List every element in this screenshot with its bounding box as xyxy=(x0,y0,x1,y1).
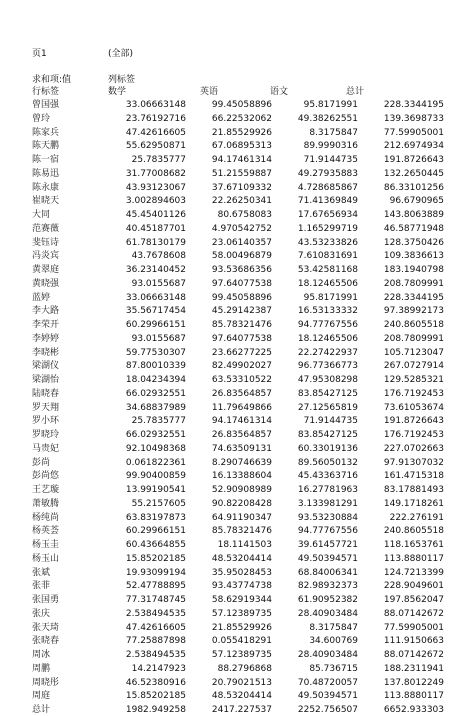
cell-math: 19.93099194 xyxy=(125,567,186,578)
cell-math: 61.78130179 xyxy=(125,237,186,248)
cell-chinese: 61.90952382 xyxy=(297,595,358,605)
cell-math: 23.76192716 xyxy=(125,113,186,124)
cell-chinese: 94.77767556 xyxy=(297,526,358,537)
row-name[interactable]: 张庆 xyxy=(32,608,51,619)
cell-english: 97.64077538 xyxy=(211,278,272,289)
cell-total: 191.8726643 xyxy=(383,155,444,165)
cell-chinese: 94.77767556 xyxy=(297,320,358,330)
cell-math: 3.002894603 xyxy=(125,196,186,207)
cell-total: 240.8605518 xyxy=(383,526,444,537)
cell-chinese: 8.3175847 xyxy=(309,127,358,138)
cell-total: 109.3836613 xyxy=(383,251,444,262)
table-row xyxy=(0,677,469,689)
cell-english: 74.63509131 xyxy=(211,443,272,454)
cell-total: 143.8063889 xyxy=(383,210,444,220)
header-math: 数学 xyxy=(108,87,127,97)
table-row xyxy=(0,209,469,221)
cell-math: 59.77530307 xyxy=(125,347,186,358)
cell-english: 45.29142387 xyxy=(211,306,272,317)
table-row xyxy=(0,333,469,345)
cell-math: 25.7835777 xyxy=(131,416,186,427)
cell-chinese: 71.9144735 xyxy=(303,155,358,165)
cell-total: 124.7213399 xyxy=(383,567,444,578)
cell-chinese: 7.610831691 xyxy=(297,251,358,262)
cell-math: 33.06663148 xyxy=(125,292,186,303)
cell-chinese: 18.12465506 xyxy=(297,278,358,289)
cell-english: 93.53686356 xyxy=(211,265,272,275)
table-row xyxy=(0,99,469,111)
cell-chinese: 53.42581168 xyxy=(297,265,358,275)
column-label-header[interactable]: 列标签 xyxy=(108,75,136,85)
header-english: 英语 xyxy=(200,87,219,97)
page-filter-row xyxy=(0,48,469,60)
cell-math: 87.80010339 xyxy=(125,361,186,372)
row-label-header[interactable]: 行标签 xyxy=(32,87,60,97)
row-name[interactable]: 罗天翔 xyxy=(32,402,60,413)
cell-english: 48.53204414 xyxy=(211,553,272,564)
cell-chinese: 96.77366773 xyxy=(297,361,358,372)
cell-total: 212.6974934 xyxy=(383,141,444,152)
cell-chinese: 43.53233826 xyxy=(297,237,358,248)
row-name[interactable]: 李大路 xyxy=(32,306,60,317)
cell-total: 149.1718261 xyxy=(383,498,444,509)
cell-english: 82.49902027 xyxy=(211,361,272,372)
row-name[interactable]: 周鹏 xyxy=(32,663,51,674)
cell-total: 118.1653761 xyxy=(383,540,444,550)
sum-label: 求和项:值 xyxy=(32,75,72,85)
table-row xyxy=(0,347,469,359)
cell-english: 11.79649866 xyxy=(211,402,272,413)
cell-total: 111.9150663 xyxy=(383,636,444,647)
cell-english: 4.970542752 xyxy=(211,223,272,234)
row-name[interactable]: 陈永康 xyxy=(32,182,60,193)
table-row xyxy=(0,594,469,606)
cell-english: 97.64077538 xyxy=(211,333,272,344)
row-name[interactable]: 斐钰诗 xyxy=(32,237,60,248)
cell-english: 21.85529926 xyxy=(211,622,272,633)
row-name[interactable]: 周晓彤 xyxy=(32,677,60,688)
row-name[interactable]: 杨英荟 xyxy=(32,526,60,537)
cell-chinese: 60.33019136 xyxy=(297,443,358,454)
cell-chinese: 34.600769 xyxy=(309,636,358,647)
row-name[interactable]: 彭尚 xyxy=(32,457,51,468)
cell-english: 99.45058896 xyxy=(211,100,272,110)
cell-total: 88.07142672 xyxy=(383,650,444,660)
row-name[interactable]: 梁湖仪 xyxy=(32,361,60,372)
cell-math: 33.06663148 xyxy=(125,100,186,110)
row-name[interactable]: 黄翠庭 xyxy=(32,265,60,275)
cell-math: 25.7835777 xyxy=(131,155,186,165)
cell-english: 52.90908989 xyxy=(211,485,272,495)
table-row xyxy=(0,635,469,647)
grand-total-label: 总计 xyxy=(32,705,51,715)
table-row xyxy=(0,223,469,235)
table-row xyxy=(0,484,469,496)
grand-total-math: 1982.949258 xyxy=(125,705,186,715)
row-name[interactable]: 崔晓天 xyxy=(32,196,60,207)
table-row xyxy=(0,402,469,414)
row-name[interactable]: 黄晓强 xyxy=(32,278,60,289)
cell-total: 240.8605518 xyxy=(383,320,444,330)
row-name[interactable]: 杨玉山 xyxy=(32,553,60,564)
cell-math: 77.25887898 xyxy=(125,636,186,647)
cell-chinese: 1.165299719 xyxy=(297,223,358,234)
cell-chinese: 17.67656934 xyxy=(297,210,358,220)
cell-chinese: 49.38262551 xyxy=(297,113,358,124)
cell-total: 88.07142672 xyxy=(383,608,444,619)
row-name[interactable]: 张菲 xyxy=(32,581,51,592)
cell-english: 58.62919344 xyxy=(211,595,272,605)
cell-total: 228.9049601 xyxy=(383,581,444,592)
row-name[interactable]: 李婷婷 xyxy=(32,333,60,344)
row-name[interactable]: 马贵妃 xyxy=(32,443,60,454)
cell-total: 139.3698733 xyxy=(383,113,444,124)
cell-math: 13.99190541 xyxy=(125,485,186,495)
table-row xyxy=(0,182,469,194)
cell-chinese: 18.12465506 xyxy=(297,333,358,344)
cell-total: 83.17881493 xyxy=(383,485,444,495)
cell-english: 23.06140357 xyxy=(211,237,272,248)
cell-math: 43.7678608 xyxy=(131,251,186,262)
row-name[interactable]: 陆晓春 xyxy=(32,388,60,399)
cell-math: 46.52380916 xyxy=(125,677,186,688)
row-name[interactable]: 陈易迅 xyxy=(32,168,60,179)
cell-chinese: 95.8171991 xyxy=(303,100,358,110)
cell-math: 2.538494535 xyxy=(125,608,186,619)
table-row xyxy=(0,622,469,634)
cell-english: 16.13388604 xyxy=(211,471,272,482)
cell-english: 57.12389735 xyxy=(211,608,272,619)
cell-english: 0.055418291 xyxy=(211,636,272,647)
cell-total: 161.4715318 xyxy=(383,471,444,482)
row-name[interactable]: 范赛薇 xyxy=(32,223,60,234)
cell-english: 21.85529926 xyxy=(211,127,272,138)
page-filter-value[interactable]: (全部) xyxy=(108,49,134,59)
cell-english: 23.66277225 xyxy=(211,347,272,358)
cell-math: 60.29966151 xyxy=(125,320,186,330)
row-name[interactable]: 杨玉圭 xyxy=(32,540,60,550)
table-row xyxy=(0,113,469,125)
table-row xyxy=(0,470,469,482)
cell-total: 129.5285321 xyxy=(383,375,444,385)
cell-english: 26.83564857 xyxy=(211,388,272,399)
cell-english: 18.1141503 xyxy=(217,540,272,550)
cell-chinese: 28.40903484 xyxy=(297,650,358,660)
table-row xyxy=(0,429,469,441)
table-row xyxy=(0,663,469,675)
cell-total: 188.2311941 xyxy=(383,663,444,674)
cell-total: 73.61053674 xyxy=(383,402,444,413)
cell-english: 58.00496879 xyxy=(211,251,272,262)
cell-chinese: 16.53133332 xyxy=(297,306,358,317)
cell-math: 93.0155687 xyxy=(131,333,186,344)
cell-english: 37.67109332 xyxy=(211,182,272,193)
grand-total-total: 6652.933303 xyxy=(383,705,444,715)
cell-total: 208.7809991 xyxy=(383,333,444,344)
cell-english: 85.78321476 xyxy=(211,526,272,537)
cell-math: 47.42616605 xyxy=(125,622,186,633)
cell-english: 63.53310522 xyxy=(211,375,272,385)
cell-math: 55.2157605 xyxy=(131,498,186,509)
cell-total: 176.7192453 xyxy=(383,430,444,440)
cell-chinese: 22.27422937 xyxy=(297,347,358,358)
cell-total: 228.3344195 xyxy=(383,100,444,110)
table-row xyxy=(0,264,469,276)
cell-total: 267.0727914 xyxy=(383,361,444,372)
cell-chinese: 70.48720057 xyxy=(297,677,358,688)
cell-math: 43.93123067 xyxy=(125,182,186,193)
cell-math: 93.0155687 xyxy=(131,278,186,289)
cell-math: 60.43664855 xyxy=(125,540,186,550)
table-row xyxy=(0,168,469,180)
row-name[interactable]: 冯炎宾 xyxy=(32,251,60,262)
cell-math: 52.47788895 xyxy=(125,581,186,592)
cell-math: 14.2147923 xyxy=(131,663,186,674)
cell-chinese: 71.9144735 xyxy=(303,416,358,427)
cell-total: 208.7809991 xyxy=(383,278,444,289)
cell-math: 36.23140452 xyxy=(125,265,186,275)
cell-math: 55.62950871 xyxy=(125,141,186,152)
table-row xyxy=(0,388,469,400)
table-row xyxy=(0,415,469,427)
row-name[interactable]: 杨纯尚 xyxy=(32,512,60,523)
grand-total-row xyxy=(0,704,469,716)
cell-total: 46.58771948 xyxy=(383,223,444,234)
grand-total-chinese: 2252.756507 xyxy=(297,705,358,715)
table-row xyxy=(0,539,469,551)
table-row xyxy=(0,319,469,331)
cell-math: 34.68837989 xyxy=(125,402,186,413)
cell-total: 113.8880117 xyxy=(383,553,444,564)
cell-english: 90.82208428 xyxy=(211,498,272,509)
row-name[interactable]: 彭尚悠 xyxy=(32,471,60,482)
row-name[interactable]: 蓝婷 xyxy=(32,292,51,303)
grand-total-english: 2417.227537 xyxy=(211,705,272,715)
table-row xyxy=(0,512,469,524)
cell-total: 97.91307032 xyxy=(383,457,444,468)
table-row xyxy=(0,553,469,565)
cell-english: 80.6758083 xyxy=(217,210,272,220)
cell-chinese: 89.9990316 xyxy=(303,141,358,152)
cell-chinese: 8.3175847 xyxy=(309,622,358,633)
row-name[interactable]: 罗小环 xyxy=(32,416,60,427)
row-name[interactable]: 罗晓玲 xyxy=(32,430,60,440)
cell-math: 2.538494535 xyxy=(125,650,186,660)
row-name[interactable]: 萧敏腾 xyxy=(32,498,60,509)
cell-english: 35.95028453 xyxy=(211,567,272,578)
sum-label-row xyxy=(0,74,469,86)
cell-english: 88.2796868 xyxy=(217,663,272,674)
table-row xyxy=(0,649,469,661)
cell-total: 86.33101256 xyxy=(383,182,444,193)
table-row xyxy=(0,567,469,579)
cell-total: 97.38992173 xyxy=(383,306,444,317)
cell-chinese: 39.61457721 xyxy=(297,540,358,550)
cell-total: 176.7192453 xyxy=(383,388,444,399)
table-row xyxy=(0,608,469,620)
cell-chinese: 83.85427125 xyxy=(297,388,358,399)
cell-total: 77.59905001 xyxy=(383,622,444,633)
row-name[interactable]: 梁湖怡 xyxy=(32,375,60,385)
cell-chinese: 82.98932373 xyxy=(297,581,358,592)
cell-chinese: 83.85427125 xyxy=(297,430,358,440)
cell-english: 67.06895313 xyxy=(211,141,272,152)
cell-chinese: 93.53230884 xyxy=(297,512,358,523)
cell-math: 35.56717454 xyxy=(125,306,186,317)
cell-math: 63.83197873 xyxy=(125,512,186,523)
cell-chinese: 27.12565819 xyxy=(297,402,358,413)
row-name[interactable]: 王艺璇 xyxy=(32,485,60,495)
cell-chinese: 89.56050132 xyxy=(297,457,358,468)
cell-total: 191.8726643 xyxy=(383,416,444,427)
row-name[interactable]: 李荣开 xyxy=(32,320,60,330)
row-name[interactable]: 陈家兵 xyxy=(32,127,60,138)
row-name[interactable]: 陈一宿 xyxy=(32,155,60,165)
cell-math: 66.02932551 xyxy=(125,388,186,399)
table-row xyxy=(0,305,469,317)
row-name[interactable]: 周庭 xyxy=(32,691,51,702)
table-row xyxy=(0,195,469,207)
cell-english: 93.43774738 xyxy=(211,581,272,592)
cell-math: 60.29966151 xyxy=(125,526,186,537)
cell-math: 40.45187701 xyxy=(125,223,186,234)
cell-math: 18.04234394 xyxy=(125,375,186,385)
cell-total: 132.2650445 xyxy=(383,168,444,179)
cell-total: 96.6790965 xyxy=(389,196,444,207)
cell-math: 77.31748745 xyxy=(125,595,186,605)
cell-total: 137.8012249 xyxy=(383,677,444,688)
row-name[interactable]: 陈天鹏 xyxy=(32,141,60,152)
row-name[interactable]: 张斌 xyxy=(32,567,51,578)
cell-english: 64.91190347 xyxy=(211,512,272,523)
cell-total: 128.3750426 xyxy=(383,237,444,248)
row-name[interactable]: 张天琦 xyxy=(32,622,60,633)
table-row xyxy=(0,127,469,139)
cell-english: 51.21559887 xyxy=(211,168,272,179)
page-filter-label: 页1 xyxy=(32,49,47,59)
table-row xyxy=(0,140,469,152)
cell-math: 92.10498368 xyxy=(125,443,186,454)
cell-chinese: 85.736715 xyxy=(309,663,358,674)
cell-math: 0.061822361 xyxy=(125,457,186,468)
cell-math: 99.90400859 xyxy=(125,471,186,482)
cell-total: 77.59905001 xyxy=(383,127,444,138)
cell-total: 222.276191 xyxy=(389,512,444,523)
cell-english: 94.17461314 xyxy=(211,155,272,165)
table-row xyxy=(0,154,469,166)
cell-total: 227.0702663 xyxy=(383,443,444,454)
cell-chinese: 68.84006341 xyxy=(297,567,358,578)
table-row xyxy=(0,278,469,290)
cell-chinese: 4.728685867 xyxy=(297,182,358,193)
table-row xyxy=(0,443,469,455)
cell-chinese: 49.27935883 xyxy=(297,168,358,179)
cell-english: 22.26250341 xyxy=(211,196,272,207)
cell-chinese: 16.27781963 xyxy=(297,485,358,495)
header-total: 总计 xyxy=(346,87,365,97)
header-chinese: 语文 xyxy=(270,87,289,97)
table-row xyxy=(0,525,469,537)
cell-total: 197.8562047 xyxy=(383,595,444,605)
cell-english: 99.45058896 xyxy=(211,292,272,303)
cell-chinese: 3.133981291 xyxy=(297,498,358,509)
cell-english: 66.22532062 xyxy=(211,113,272,124)
cell-math: 15.85202185 xyxy=(125,691,186,702)
cell-math: 31.77008682 xyxy=(125,168,186,179)
cell-math: 66.02932551 xyxy=(125,430,186,440)
cell-total: 183.1940798 xyxy=(383,265,444,275)
row-name[interactable]: 大同 xyxy=(32,210,51,220)
cell-english: 20.79021513 xyxy=(211,677,272,688)
cell-chinese: 28.40903484 xyxy=(297,608,358,619)
row-name[interactable]: 张晓春 xyxy=(32,636,60,647)
row-name[interactable]: 李晓彬 xyxy=(32,347,60,358)
table-row xyxy=(0,580,469,592)
cell-chinese: 47.95308298 xyxy=(297,375,358,385)
cell-total: 228.3344195 xyxy=(383,292,444,303)
table-row xyxy=(0,250,469,262)
cell-chinese: 49.50394571 xyxy=(297,691,358,702)
cell-chinese: 49.50394571 xyxy=(297,553,358,564)
cell-math: 15.85202185 xyxy=(125,553,186,564)
table-row xyxy=(0,690,469,702)
table-row xyxy=(0,457,469,469)
table-row xyxy=(0,360,469,372)
table-row xyxy=(0,374,469,386)
table-row xyxy=(0,237,469,249)
table-row xyxy=(0,498,469,510)
table-row xyxy=(0,292,469,304)
row-name[interactable]: 周冰 xyxy=(32,650,51,660)
cell-math: 45.45401126 xyxy=(125,210,186,220)
cell-english: 48.53204414 xyxy=(211,691,272,702)
cell-math: 47.42616605 xyxy=(125,127,186,138)
row-name[interactable]: 曾玲 xyxy=(32,113,51,124)
row-name[interactable]: 张国勇 xyxy=(32,595,60,605)
cell-english: 85.78321476 xyxy=(211,320,272,330)
cell-chinese: 71.41369849 xyxy=(297,196,358,207)
cell-english: 57.12389735 xyxy=(211,650,272,660)
cell-chinese: 95.8171991 xyxy=(303,292,358,303)
row-name[interactable]: 曾国强 xyxy=(32,100,60,110)
cell-total: 113.8880117 xyxy=(383,691,444,702)
cell-chinese: 45.43363716 xyxy=(297,471,358,482)
header-row xyxy=(0,86,469,98)
cell-english: 8.290746639 xyxy=(211,457,272,468)
cell-english: 26.83564857 xyxy=(211,430,272,440)
cell-total: 105.7123047 xyxy=(383,347,444,358)
cell-english: 94.17461314 xyxy=(211,416,272,427)
